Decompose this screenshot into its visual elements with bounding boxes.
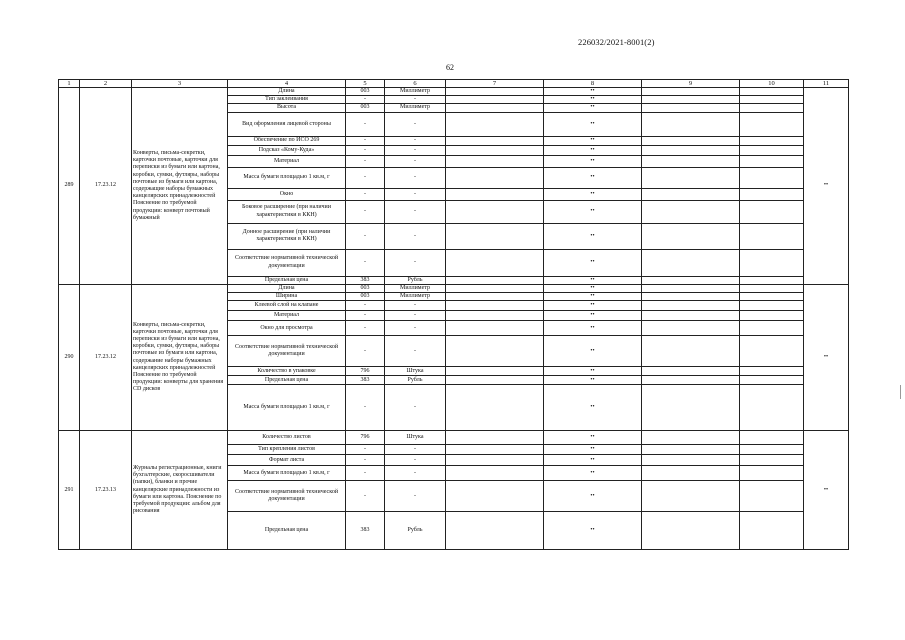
unit-code: - (346, 466, 385, 481)
col8-cell: •• (544, 431, 642, 445)
col9-cell (642, 385, 740, 431)
header-cell-1: 1 (59, 80, 80, 88)
col9-cell (642, 155, 740, 167)
col9-cell (642, 276, 740, 284)
col8-cell: •• (544, 145, 642, 155)
col8-cell: •• (544, 385, 642, 431)
unit-code: 003 (346, 293, 385, 301)
table-row (59, 284, 849, 292)
col10-cell (740, 431, 804, 445)
unit-name: - (385, 301, 446, 311)
spec-table (58, 79, 849, 550)
characteristic-name: Боковое расширение (при наличии характеристики в ККН) (228, 200, 346, 223)
col7-cell (446, 455, 544, 466)
unit-code: - (346, 481, 385, 512)
col9-cell (642, 512, 740, 550)
characteristic-name: Материал (228, 155, 346, 167)
item-description: Журналы регистрационные, книги бухгалтерские, скоросшиватели (папки), бланки и прочие канцелярские принадлежности из бумаги или картона. Пояснение по требуемой продукции: альбом для рисования (132, 431, 228, 550)
characteristic-name: Количество в упаковке (228, 367, 346, 376)
col7-cell (446, 188, 544, 200)
col8-cell: •• (544, 466, 642, 481)
unit-name: - (385, 200, 446, 223)
col10-cell (740, 276, 804, 284)
col7-cell (446, 385, 544, 431)
scan-edge-mark (900, 385, 901, 399)
col10-cell (740, 455, 804, 466)
item-description: Конверты, письма-секретки, карточки почтовые, карточки для переписки из бумаги или картона, коробки, сумки, футляры, наборы почтовые из бумаги или картона, содержание наборы бумажных канцелярских принадлежностей Пояснение по требуемой продукции: конверты для хранения CD дисков (132, 284, 228, 430)
unit-code: 796 (346, 367, 385, 376)
unit-name: - (385, 385, 446, 431)
col7-cell (446, 284, 544, 292)
col7-cell (446, 321, 544, 336)
characteristic-name: Подсказ «Кому-Куда» (228, 145, 346, 155)
col10-cell (740, 336, 804, 367)
col10-cell (740, 301, 804, 311)
col8-cell: •• (544, 112, 642, 136)
col10-cell (740, 112, 804, 136)
col11-cell: •• (804, 88, 849, 285)
unit-code: - (346, 145, 385, 155)
col7-cell (446, 466, 544, 481)
col10-cell (740, 88, 804, 96)
characteristic-name: Масса бумаги площадью 1 кв.м, г (228, 466, 346, 481)
header-cell-11: 11 (804, 80, 849, 88)
characteristic-name: Предельная цена (228, 276, 346, 284)
col7-cell (446, 104, 544, 112)
characteristic-name: Длина (228, 88, 346, 96)
unit-name: - (385, 223, 446, 249)
col8-cell: •• (544, 321, 642, 336)
unit-code: - (346, 321, 385, 336)
col7-cell (446, 200, 544, 223)
col7-cell (446, 336, 544, 367)
document-number: 226032/2021-8001(2) (578, 37, 655, 47)
characteristic-name: Клеевой слой на клапане (228, 301, 346, 311)
col7-cell (446, 481, 544, 512)
col9-cell (642, 88, 740, 96)
characteristic-name: Окно (228, 188, 346, 200)
characteristic-name: Соответствие нормативной технической документации (228, 481, 346, 512)
unit-name: - (385, 96, 446, 104)
col8-cell: •• (544, 445, 642, 455)
col10-cell (740, 512, 804, 550)
col10-cell (740, 293, 804, 301)
col10-cell (740, 321, 804, 336)
col7-cell (446, 367, 544, 376)
characteristic-name: Высота (228, 104, 346, 112)
characteristic-name: Тип крепления листов (228, 445, 346, 455)
col7-cell (446, 431, 544, 445)
header-cell-9: 9 (642, 80, 740, 88)
unit-code: - (346, 96, 385, 104)
characteristic-name: Ширина (228, 293, 346, 301)
col10-cell (740, 167, 804, 188)
col7-cell (446, 445, 544, 455)
characteristic-name: Длина (228, 284, 346, 292)
unit-name: - (385, 321, 446, 336)
unit-name: Штука (385, 431, 446, 445)
col11-cell: •• (804, 284, 849, 430)
okpd-code: 17.23.12 (80, 88, 132, 285)
unit-name: Миллиметр (385, 284, 446, 292)
col9-cell (642, 200, 740, 223)
unit-name: - (385, 167, 446, 188)
item-number: 289 (59, 88, 80, 285)
unit-name: - (385, 136, 446, 145)
unit-name: Рубль (385, 512, 446, 550)
col8-cell: •• (544, 155, 642, 167)
unit-code: 003 (346, 88, 385, 96)
characteristic-name: Материал (228, 311, 346, 321)
characteristic-name: Вид оформления лицевой стороны (228, 112, 346, 136)
unit-code: - (346, 249, 385, 276)
col8-cell: •• (544, 88, 642, 96)
characteristic-name: Соответствие нормативной технической документации (228, 336, 346, 367)
col10-cell (740, 155, 804, 167)
col9-cell (642, 311, 740, 321)
col11-cell: •• (804, 431, 849, 550)
header-cell-2: 2 (80, 80, 132, 88)
col9-cell (642, 367, 740, 376)
unit-code: - (346, 136, 385, 145)
col9-cell (642, 112, 740, 136)
col9-cell (642, 455, 740, 466)
okpd-code: 17.23.13 (80, 431, 132, 550)
col10-cell (740, 249, 804, 276)
unit-name: - (385, 466, 446, 481)
col10-cell (740, 284, 804, 292)
col9-cell (642, 321, 740, 336)
characteristic-name: Формат листа (228, 455, 346, 466)
characteristic-name: Масса бумаги площадью 1 кв.м, г (228, 167, 346, 188)
col10-cell (740, 376, 804, 385)
unit-name: - (385, 249, 446, 276)
unit-name: Штука (385, 367, 446, 376)
unit-name: Миллиметр (385, 293, 446, 301)
unit-code: - (346, 336, 385, 367)
col8-cell: •• (544, 455, 642, 466)
col9-cell (642, 284, 740, 292)
col9-cell (642, 445, 740, 455)
col10-cell (740, 385, 804, 431)
unit-name: - (385, 311, 446, 321)
col9-cell (642, 167, 740, 188)
col9-cell (642, 376, 740, 385)
col8-cell: •• (544, 311, 642, 321)
col7-cell (446, 88, 544, 96)
col10-cell (740, 311, 804, 321)
page-number: 62 (446, 63, 454, 72)
unit-name: - (385, 455, 446, 466)
col8-cell: •• (544, 167, 642, 188)
unit-name: Миллиметр (385, 104, 446, 112)
col7-cell (446, 301, 544, 311)
unit-code: 383 (346, 276, 385, 284)
characteristic-name: Соответствие нормативной технической документации (228, 249, 346, 276)
col9-cell (642, 431, 740, 445)
col10-cell (740, 145, 804, 155)
header-cell-10: 10 (740, 80, 804, 88)
col7-cell (446, 136, 544, 145)
unit-name: - (385, 336, 446, 367)
unit-name: - (385, 145, 446, 155)
col9-cell (642, 249, 740, 276)
header-cell-7: 7 (446, 80, 544, 88)
col10-cell (740, 104, 804, 112)
unit-code: - (346, 301, 385, 311)
col7-cell (446, 376, 544, 385)
col10-cell (740, 136, 804, 145)
col10-cell (740, 466, 804, 481)
unit-name: - (385, 188, 446, 200)
col10-cell (740, 188, 804, 200)
col8-cell: •• (544, 188, 642, 200)
table-row (59, 88, 849, 96)
header-row (59, 80, 849, 88)
col10-cell (740, 96, 804, 104)
unit-code: 796 (346, 431, 385, 445)
unit-code: 383 (346, 512, 385, 550)
unit-code: - (346, 385, 385, 431)
col8-cell: •• (544, 96, 642, 104)
col9-cell (642, 293, 740, 301)
col7-cell (446, 223, 544, 249)
unit-code: - (346, 223, 385, 249)
col9-cell (642, 145, 740, 155)
characteristic-name: Обеспечение по ИСО 269 (228, 136, 346, 145)
col7-cell (446, 512, 544, 550)
characteristic-name: Количество листов (228, 431, 346, 445)
col9-cell (642, 136, 740, 145)
col9-cell (642, 336, 740, 367)
col10-cell (740, 200, 804, 223)
header-cell-5: 5 (346, 80, 385, 88)
okpd-code: 17.23.12 (80, 284, 132, 430)
col10-cell (740, 481, 804, 512)
col8-cell: •• (544, 223, 642, 249)
col7-cell (446, 293, 544, 301)
col9-cell (642, 481, 740, 512)
col8-cell: •• (544, 481, 642, 512)
col8-cell: •• (544, 293, 642, 301)
unit-name: - (385, 112, 446, 136)
col9-cell (642, 301, 740, 311)
col9-cell (642, 188, 740, 200)
unit-code: - (346, 445, 385, 455)
item-description: Конверты, письма-секретки, карточки почтовые, карточки для переписки из бумаги или картона, коробки, сумки, футляры, наборы почтовые из бумаги или картона, содержащие наборы бумажных канцелярских принадлежностей Пояснение по требуемой продукции: конверт почтовый бумажный (132, 88, 228, 285)
col7-cell (446, 167, 544, 188)
characteristic-name: Окно для просмотра (228, 321, 346, 336)
col8-cell: •• (544, 249, 642, 276)
item-number: 290 (59, 284, 80, 430)
characteristic-name: Масса бумаги площадью 1 кв.м, г (228, 385, 346, 431)
col7-cell (446, 96, 544, 104)
unit-code: 003 (346, 284, 385, 292)
unit-name: Миллиметр (385, 88, 446, 96)
unit-code: - (346, 188, 385, 200)
col9-cell (642, 466, 740, 481)
characteristic-name: Тип заклеивания (228, 96, 346, 104)
col8-cell: •• (544, 284, 642, 292)
characteristic-name: Предельная цена (228, 376, 346, 385)
unit-code: - (346, 112, 385, 136)
unit-code: - (346, 455, 385, 466)
item-number: 291 (59, 431, 80, 550)
unit-code: 003 (346, 104, 385, 112)
col7-cell (446, 145, 544, 155)
unit-name: Рубль (385, 276, 446, 284)
col9-cell (642, 104, 740, 112)
unit-name: - (385, 445, 446, 455)
col7-cell (446, 249, 544, 276)
col7-cell (446, 276, 544, 284)
col8-cell: •• (544, 104, 642, 112)
characteristic-name: Донное расширение (при наличии характеристики в ККН) (228, 223, 346, 249)
unit-name: Рубль (385, 376, 446, 385)
unit-name: - (385, 481, 446, 512)
unit-code: - (346, 155, 385, 167)
col10-cell (740, 367, 804, 376)
col8-cell: •• (544, 301, 642, 311)
col8-cell: •• (544, 376, 642, 385)
col8-cell: •• (544, 200, 642, 223)
unit-code: - (346, 311, 385, 321)
col8-cell: •• (544, 512, 642, 550)
col7-cell (446, 311, 544, 321)
col7-cell (446, 155, 544, 167)
col10-cell (740, 445, 804, 455)
unit-code: - (346, 167, 385, 188)
col10-cell (740, 223, 804, 249)
col8-cell: •• (544, 367, 642, 376)
header-cell-4: 4 (228, 80, 346, 88)
header-cell-8: 8 (544, 80, 642, 88)
col9-cell (642, 223, 740, 249)
col8-cell: •• (544, 276, 642, 284)
table-row (59, 431, 849, 445)
col7-cell (446, 112, 544, 136)
col8-cell: •• (544, 336, 642, 367)
unit-code: - (346, 200, 385, 223)
col9-cell (642, 96, 740, 104)
header-cell-3: 3 (132, 80, 228, 88)
unit-name: - (385, 155, 446, 167)
col8-cell: •• (544, 136, 642, 145)
unit-code: 383 (346, 376, 385, 385)
header-cell-6: 6 (385, 80, 446, 88)
characteristic-name: Предельная цена (228, 512, 346, 550)
